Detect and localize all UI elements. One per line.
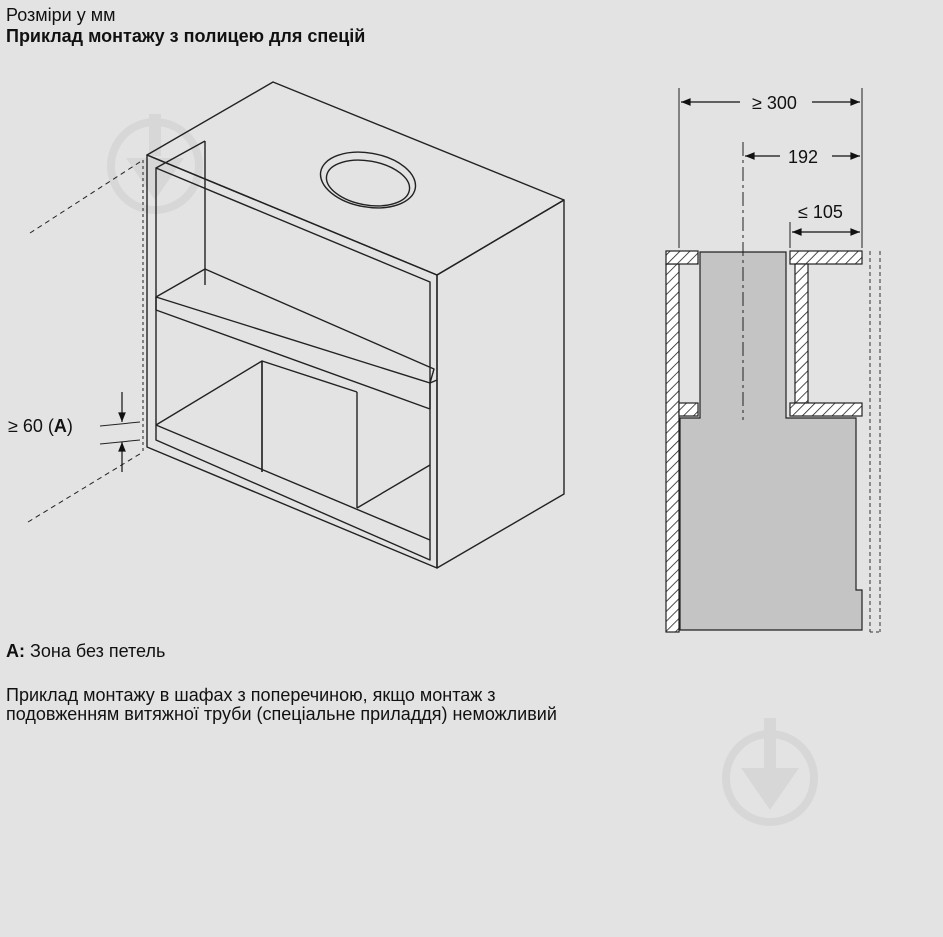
legend — [6, 641, 165, 662]
diagram-title: Приклад монтажу з полицею для спецій — [6, 26, 366, 46]
legend-key: A: — [6, 641, 25, 661]
width-min-dimension: ≥ 300 — [752, 93, 797, 113]
section-drawing — [666, 88, 880, 632]
installation-note: Приклад монтажу в шафах з поперечиною, якщо монтаж з подовженням витяжної труби (спеціальне приладдя) неможливий — [6, 685, 557, 724]
width-mid-dimension: 192 — [788, 147, 819, 167]
legend-text: Зона без петель — [30, 641, 166, 661]
watermark-icon — [726, 718, 814, 822]
width-max-dimension: ≤ 105 — [798, 202, 843, 222]
clearance-dimension: ≥ 60 (A) — [8, 416, 73, 436]
units-label: Розміри у мм — [6, 5, 116, 25]
watermark-icon — [111, 114, 199, 210]
